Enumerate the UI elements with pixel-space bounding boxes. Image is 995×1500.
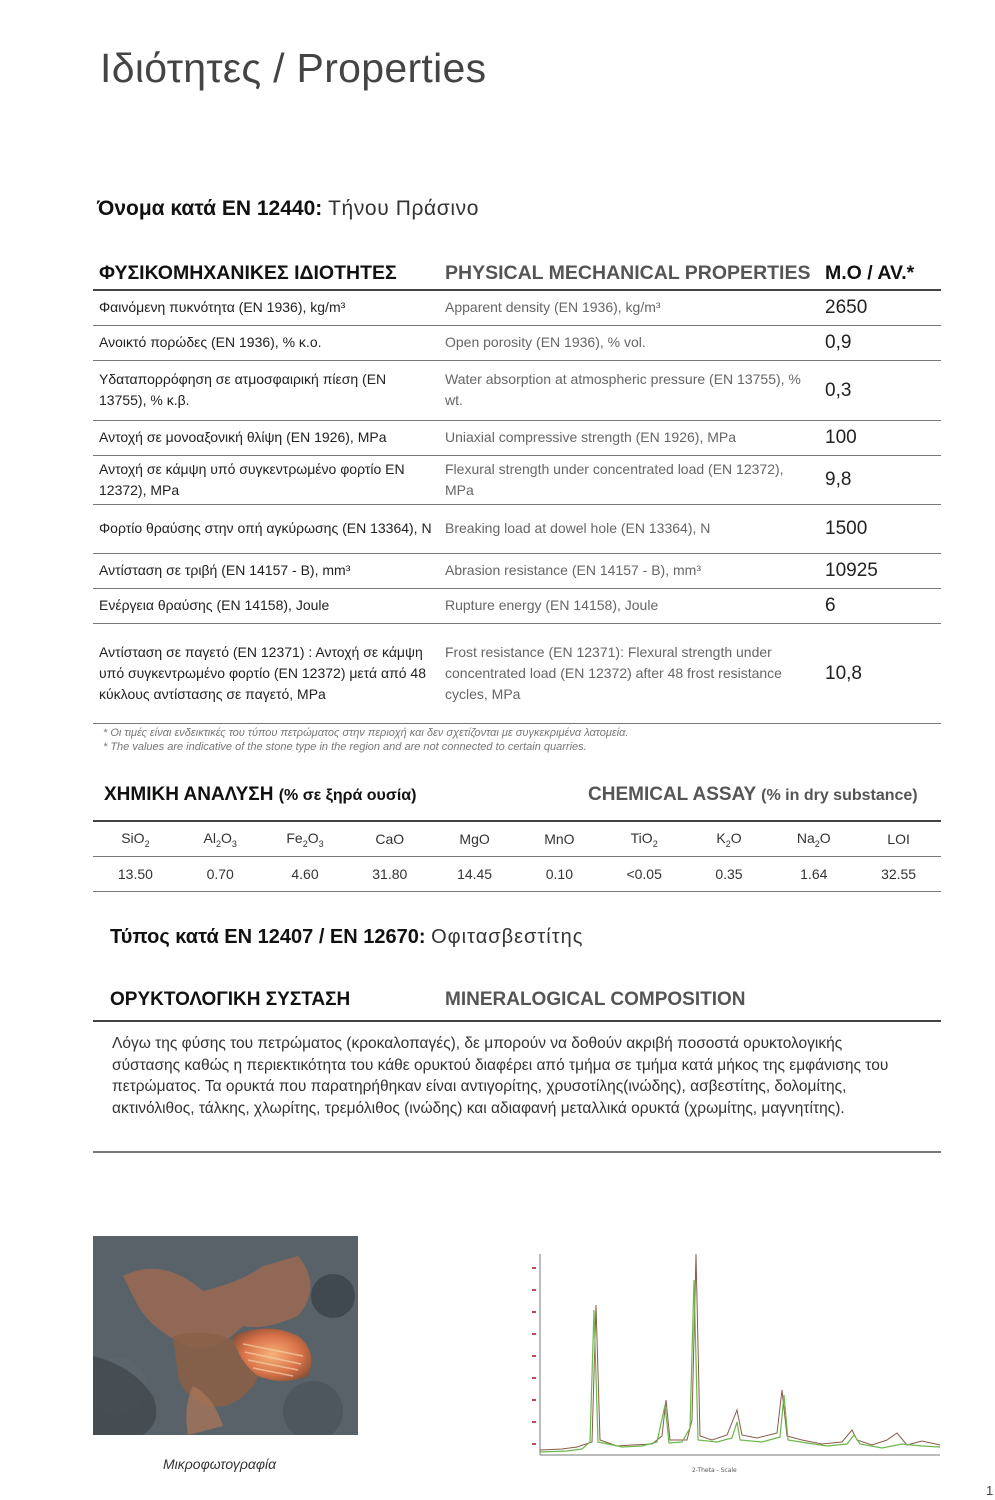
property-name-en: Rupture energy (EN 14158), Joule	[439, 588, 819, 623]
stone-name-line	[97, 197, 479, 221]
oxide-al2o3: $Al_2O_3$	[178, 821, 263, 857]
property-value: 0,9	[819, 325, 941, 360]
xrd-diffractogram-image	[522, 1250, 942, 1480]
xrd-axis-label: 2-Theta - Scale	[692, 1467, 737, 1474]
mineral-description: Λόγω της φύσης του πετρώματος (κροκαλοπαγές), δε μπορούν να δοθούν ακριβή ποσοστά ορυκτολογικής σύστασης καθώς η περιεκτικότητα του κάθε ορυκτού διαφέρει από τμήμα σε τμήμα κατά μήκος της εμφάνισης του πετρώματος. Τα ορυκτά που παρατηρήθηκαν είναι αντιγορίτης, χρυσοτίλης(ινώδης), ασβεστίτης, δολομίτης, ακτινόλιθος, τάλκης, χλωρίτης, τρεμόλιθος (ινώδης) και αδιαφανή μεταλλικά ορυκτά (χρωμίτης, μαγνητίτης).	[112, 1035, 889, 1117]
oxide-k2o: $K_2O$	[687, 821, 772, 857]
stone-name-label: Όνομα κατά EN 12440:	[97, 197, 323, 220]
properties-header-av: M.O / AV.*	[819, 255, 941, 290]
property-name-en: Abrasion resistance (EN 14157 - B), mm³	[439, 553, 819, 588]
divider	[93, 1151, 941, 1153]
table-row	[93, 360, 941, 420]
mineral-title-gr: ΟΡΥΚΤΟΛΟΓΙΚΗ ΣΥΣΤΑΣΗ	[110, 989, 351, 1010]
oxide-sio2: SiO$_2$	[93, 821, 178, 857]
oxide-tio2: TiO$_2$	[602, 821, 687, 857]
property-name-en: Breaking load at dowel hole (EN 13364), N	[439, 504, 819, 553]
divider	[93, 1020, 941, 1022]
oxide-mgo: MgO	[432, 821, 517, 857]
mineral-title-en: MINERALOGICAL COMPOSITION	[445, 989, 746, 1010]
property-value: 10,8	[819, 623, 941, 723]
stone-type-value: Οφιτασβεστίτης	[431, 926, 584, 948]
footnote-en: * The values are indicative of the stone type in the region and are not connected to certain quarries.	[103, 741, 587, 753]
property-value: 100	[819, 420, 941, 455]
property-name-en: Uniaxial compressive strength (EN 1926), MPa	[439, 420, 819, 455]
property-value: 1500	[819, 504, 941, 553]
chem-value: 31.80	[347, 857, 432, 892]
chem-value: 13.50	[93, 857, 178, 892]
property-name-gr: Υδαταπορρόφηση σε ατμοσφαιρική πίεση (EN 13755), % κ.β.	[93, 360, 439, 420]
property-value: 0,3	[819, 360, 941, 420]
property-value: 6	[819, 588, 941, 623]
chem-value: 14.45	[432, 857, 517, 892]
chemical-header-row	[93, 821, 941, 857]
chem-value: 4.60	[263, 857, 348, 892]
chem-value: 1.64	[771, 857, 856, 892]
oxide-fe2o3: $Fe_2O_3$	[263, 821, 348, 857]
chemical-values-row	[93, 857, 941, 892]
chemical-title-en-main: CHEMICAL ASSAY	[588, 784, 756, 805]
property-name-en: Open porosity (EN 1936), % vol.	[439, 325, 819, 360]
property-name-gr: Αντοχή σε μονοαξονική θλίψη (EN 1926), MPa	[93, 420, 439, 455]
chem-value: 0.10	[517, 857, 602, 892]
stone-name-value: Τήνου Πράσινο	[328, 197, 479, 220]
oxide-mno: MnO	[517, 821, 602, 857]
stone-type-label: Τύπος κατά EN 12407 / EN 12670:	[110, 926, 426, 948]
property-name-gr: Ενέργεια θραύσης (EN 14158), Joule	[93, 588, 439, 623]
chem-value: <0.05	[602, 857, 687, 892]
property-name-en: Water absorption at atmospheric pressure (EN 13755), % wt.	[439, 360, 819, 420]
property-name-gr: Φαινόμενη πυκνότητα (EN 1936), kg/m³	[93, 290, 439, 325]
property-name-gr: Φορτίο θραύσης στην οπή αγκύρωσης (EN 13364), N	[93, 504, 439, 553]
page-number: 1	[986, 1483, 994, 1498]
chemical-table	[93, 820, 941, 892]
property-name-en: Frost resistance (EN 12371): Flexural strength under concentrated load (EN 12372) after 48 frost resistance cycles, MPa	[439, 623, 819, 723]
properties-header-gr: ΦΥΣΙΚΟΜΗΧΑΝΙΚΕΣ ΙΔΙΟΤΗΤΕΣ	[93, 255, 439, 290]
property-name-en: Flexural strength under concentrated load (EN 12372), MPa	[439, 455, 819, 504]
page-title: Ιδιότητες / Properties	[100, 45, 487, 91]
property-value: 10925	[819, 553, 941, 588]
property-name-gr: Ανοικτό πορώδες (EN 1936), % κ.ο.	[93, 325, 439, 360]
table-row	[93, 588, 941, 623]
micrograph-image	[93, 1236, 358, 1435]
footnote-gr: * Οι τιμές είναι ενδεικτικές του τύπου πετρώματος στην περιοχή και δεν σχετίζονται με συγκεκριμένα λατομεία.	[103, 727, 629, 739]
chemical-title-en-sub: (% in dry substance)	[761, 787, 918, 804]
table-row	[93, 325, 941, 360]
property-value: 2650	[819, 290, 941, 325]
table-row	[93, 504, 941, 553]
property-name-gr: Αντοχή σε κάμψη υπό συγκεντρωμένο φορτίο EN 12372), MPa	[93, 455, 439, 504]
properties-table	[93, 255, 941, 724]
properties-header-en: PHYSICAL MECHANICAL PROPERTIES	[439, 255, 819, 290]
property-name-en: Apparent density (EN 1936), kg/m³	[439, 290, 819, 325]
oxide-na2o: $Na_2O$	[771, 821, 856, 857]
property-name-gr: Αντίσταση σε παγετό (EN 12371) : Αντοχή σε κάμψη υπό συγκεντρωμένο φορτίο (EN 12372) μετά από 48 κύκλους αντίστασης σε παγετό, MPa	[93, 623, 439, 723]
chemical-title-en	[588, 784, 918, 806]
stone-type-line	[110, 926, 583, 949]
chemical-title-gr-main: ΧΗΜΙΚΗ ΑΝΑΛΥΣΗ	[104, 784, 274, 805]
photo-caption: Μικροφωτογραφία	[163, 1456, 277, 1472]
property-name-gr: Αντίσταση σε τριβή (EN 14157 - B), mm³	[93, 553, 439, 588]
table-row	[93, 553, 941, 588]
chemical-title-gr-sub: (% σε ξηρά ουσία)	[278, 787, 417, 804]
table-row	[93, 290, 941, 325]
table-row	[93, 420, 941, 455]
chemical-title-gr	[104, 784, 416, 806]
table-row	[93, 623, 941, 723]
oxide-loi: LOI	[856, 821, 941, 857]
chem-value: 32.55	[856, 857, 941, 892]
chem-value: 0.70	[178, 857, 263, 892]
oxide-cao: CaO	[347, 821, 432, 857]
chem-value: 0.35	[687, 857, 772, 892]
property-value: 9,8	[819, 455, 941, 504]
table-row	[93, 455, 941, 504]
